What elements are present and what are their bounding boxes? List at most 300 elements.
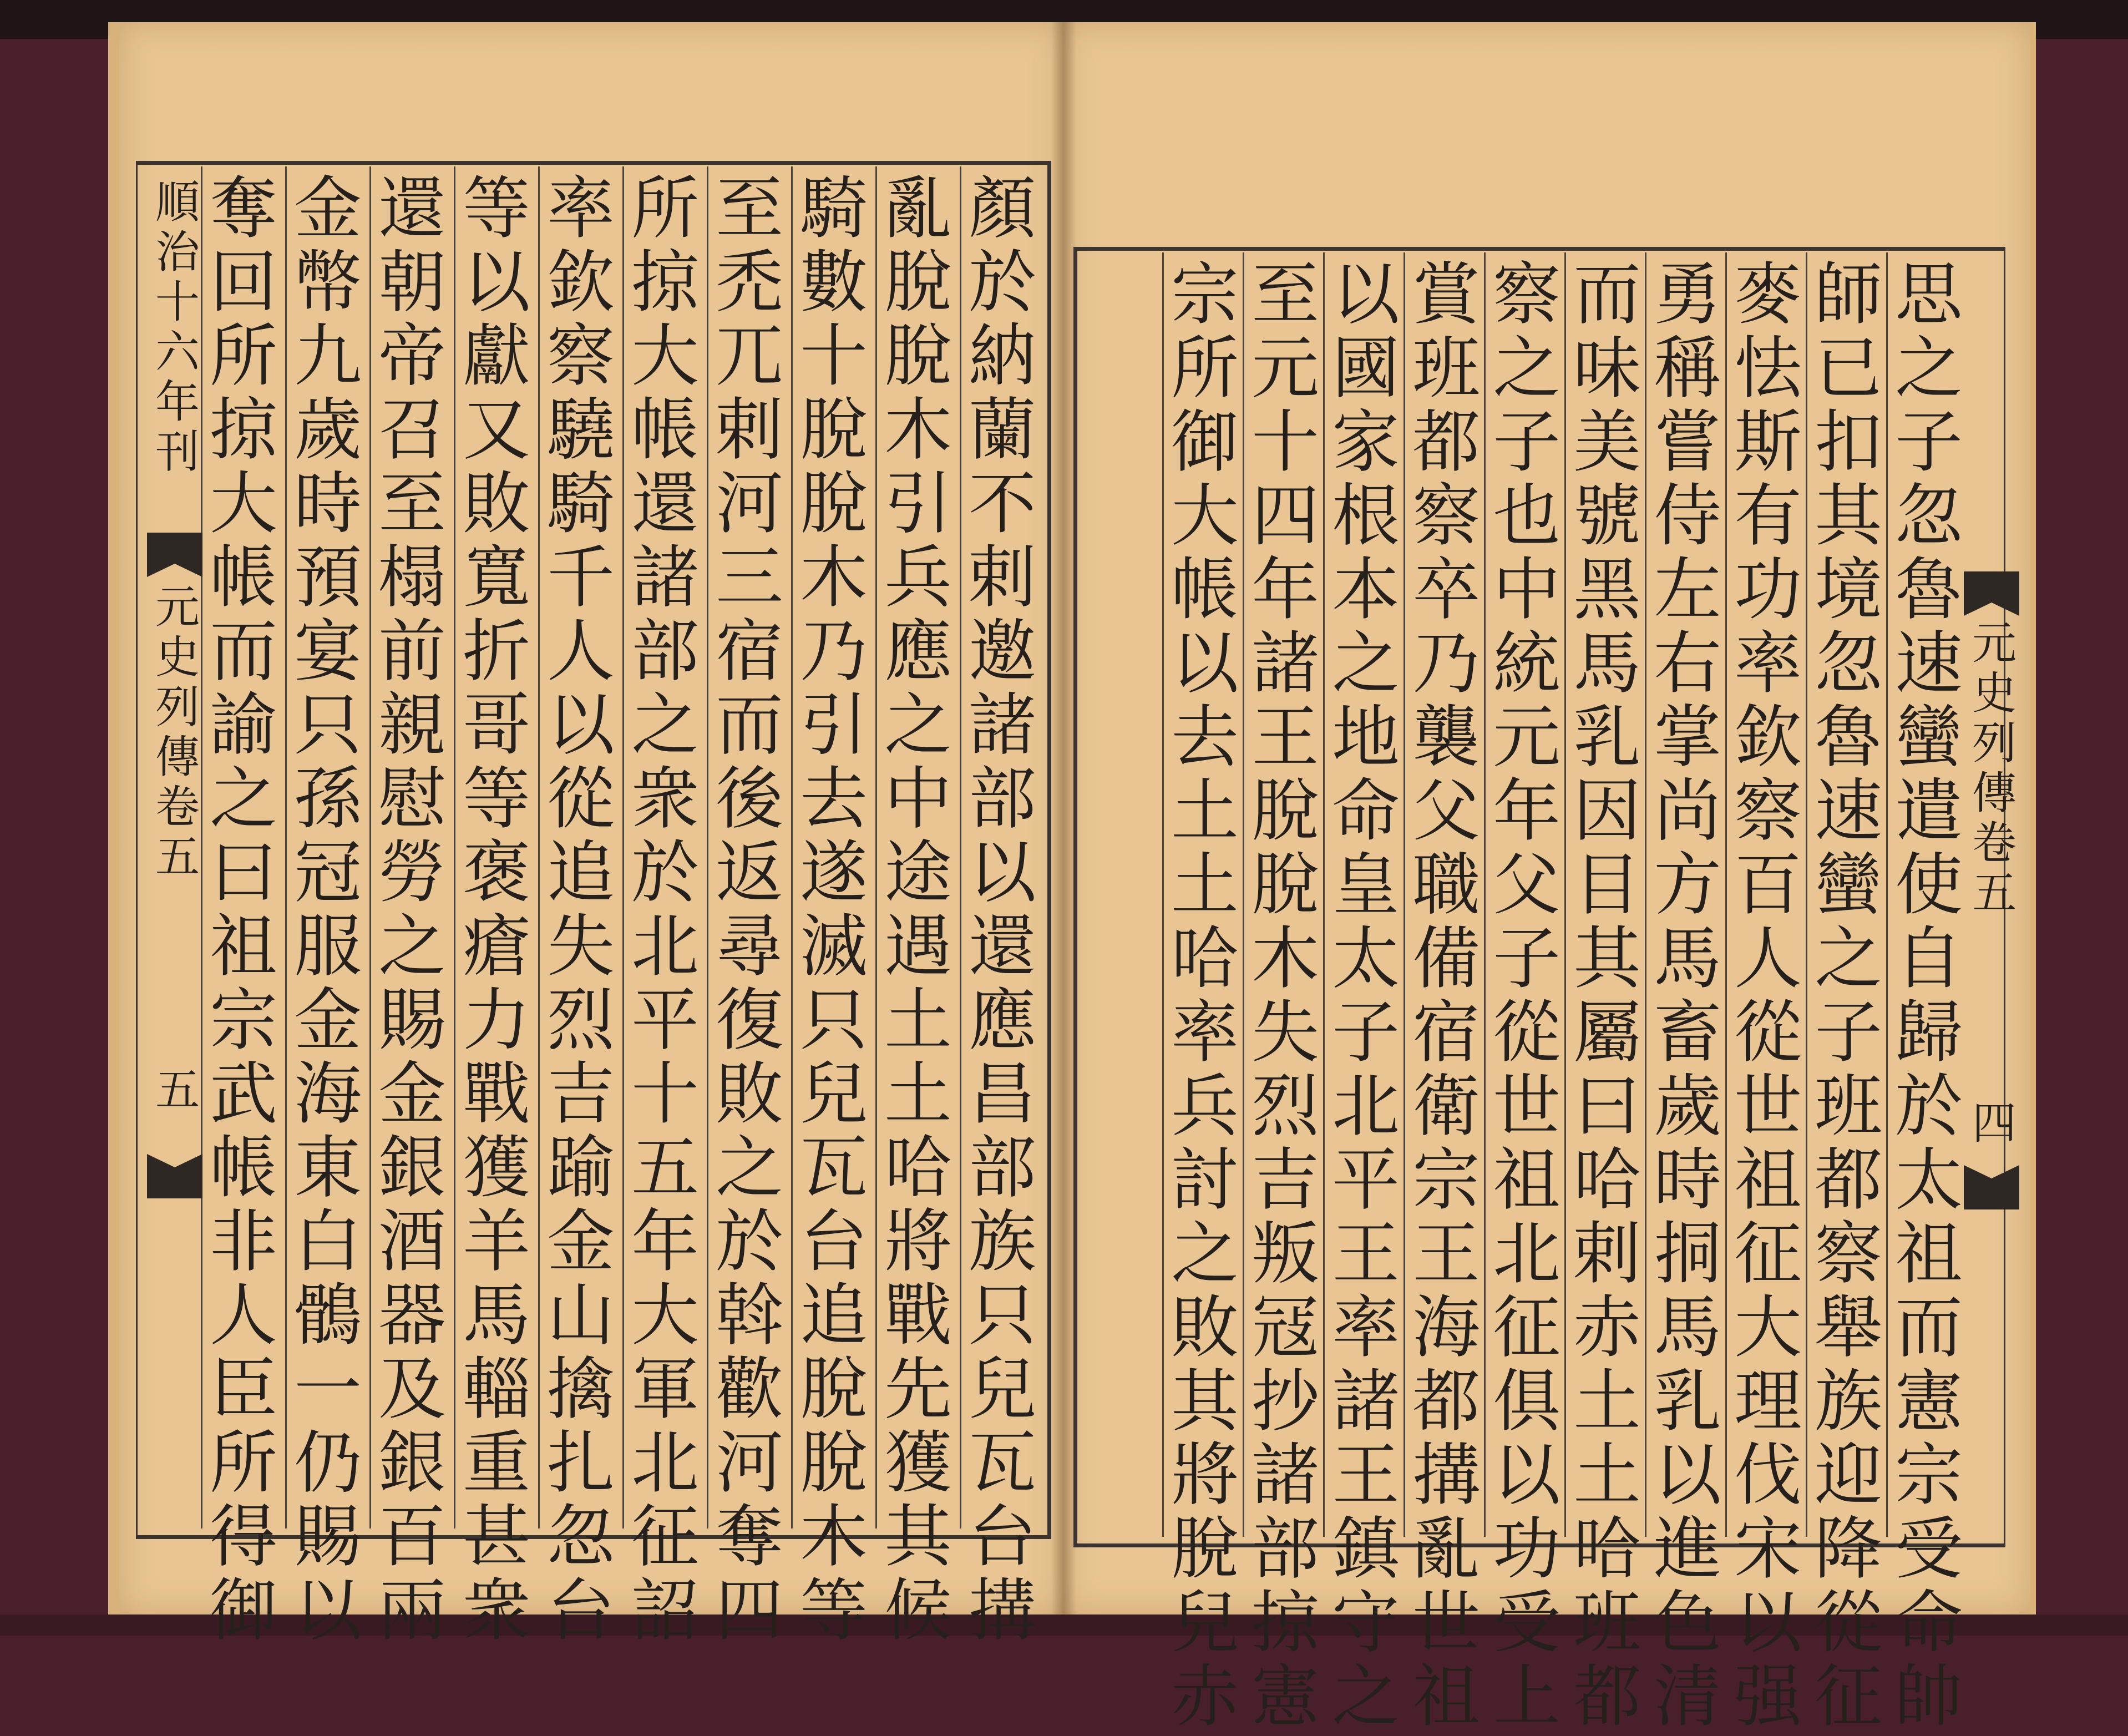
- character: 畜: [1654, 993, 1721, 1072]
- character: 馬: [1654, 1288, 1721, 1367]
- character: 諸: [1252, 624, 1319, 703]
- character: 脫: [884, 243, 952, 322]
- character: 俱: [1493, 1362, 1560, 1441]
- character: 榻: [378, 538, 446, 617]
- character: 重: [463, 1424, 530, 1502]
- character: 大: [1734, 1288, 1802, 1367]
- character: 率: [1734, 624, 1802, 703]
- character: 戰: [884, 1276, 952, 1355]
- character: 功: [1734, 550, 1802, 629]
- character: 大: [631, 1276, 699, 1355]
- character: 山: [547, 1276, 615, 1355]
- character: 於: [716, 1202, 783, 1281]
- character: 祖: [1493, 1141, 1560, 1219]
- character: 率: [1332, 1288, 1400, 1367]
- character: 之: [210, 760, 277, 838]
- book-gutter: [1051, 22, 1076, 1614]
- character: 掠: [631, 243, 699, 322]
- margin-character: 元: [155, 581, 200, 633]
- character: 土: [1573, 1436, 1641, 1515]
- character: 亂: [1412, 1510, 1480, 1588]
- character: 宗: [210, 981, 277, 1060]
- character: 兵: [884, 538, 952, 617]
- character: 遇: [884, 907, 952, 986]
- character: 賜: [378, 981, 446, 1060]
- right-text-column: [1244, 255, 1327, 1736]
- character: 衆: [631, 760, 699, 838]
- character: 有: [1734, 477, 1802, 555]
- character: 中: [884, 760, 952, 838]
- character: 速: [1895, 624, 1963, 703]
- character: 海: [1412, 1288, 1480, 1367]
- character: 百: [1734, 846, 1802, 924]
- character: 曰: [210, 833, 277, 912]
- character: 至: [378, 464, 446, 543]
- character: 子: [1815, 993, 1882, 1072]
- character: 等: [800, 1571, 868, 1650]
- character: 叛: [1252, 1214, 1319, 1293]
- character: 羊: [463, 1202, 530, 1281]
- character: 仍: [294, 1424, 362, 1502]
- character: 命: [1332, 772, 1400, 851]
- character: 以: [1734, 1583, 1802, 1662]
- character: 挏: [1654, 1214, 1721, 1293]
- character: 境: [1815, 550, 1882, 629]
- character: 返: [716, 833, 783, 912]
- character: 功: [1493, 1510, 1560, 1588]
- character: 因: [1573, 772, 1641, 851]
- edition-mark: [155, 176, 200, 478]
- character: 清: [1654, 1657, 1721, 1736]
- character: 征: [1815, 1657, 1882, 1736]
- character: 麥: [1734, 255, 1802, 334]
- character: 諸: [631, 538, 699, 617]
- character: 百: [378, 1497, 446, 1576]
- character: 只: [294, 686, 362, 765]
- character: 四: [1252, 477, 1319, 555]
- character: 目: [1573, 846, 1641, 924]
- character: 還: [631, 464, 699, 543]
- character: 從: [1815, 1583, 1882, 1662]
- character: 備: [1412, 919, 1480, 998]
- left-column-rule: [538, 166, 540, 1529]
- character: 擒: [547, 1350, 615, 1429]
- character: 哈: [1573, 1141, 1641, 1219]
- character: 魯: [1895, 550, 1963, 629]
- margin-character: 順: [155, 176, 200, 228]
- character: 鶻: [294, 1276, 362, 1355]
- character: 地: [1332, 698, 1400, 777]
- character: 踰: [547, 1128, 615, 1207]
- character: 至: [716, 169, 783, 248]
- right-text-column: [1485, 255, 1568, 1736]
- character: 吉: [547, 1055, 615, 1133]
- margin-character: 列: [155, 681, 200, 733]
- character: 色: [1654, 1583, 1721, 1662]
- character: 台: [969, 1497, 1036, 1576]
- character: 帳: [1171, 550, 1239, 629]
- character: 搆: [969, 1571, 1036, 1650]
- left-column-rule: [285, 166, 287, 1529]
- character: 世: [1412, 1583, 1480, 1662]
- character: 剌: [716, 391, 783, 469]
- character: 以: [1493, 1436, 1560, 1515]
- character: 敗: [716, 1055, 783, 1133]
- character: 等: [463, 169, 530, 248]
- character: 河: [716, 1424, 783, 1502]
- character: 騎: [547, 464, 615, 543]
- character: 嘗: [1654, 403, 1721, 482]
- left-text-column: [202, 169, 285, 1650]
- character: 遣: [1895, 772, 1963, 851]
- character: 諸: [1332, 1362, 1400, 1441]
- character: 大: [210, 464, 277, 543]
- character: 征: [1734, 1214, 1802, 1293]
- character: 候: [884, 1571, 952, 1650]
- character: 兒: [800, 1055, 868, 1133]
- character: 班: [1573, 1583, 1641, 1662]
- character: 武: [210, 1055, 277, 1133]
- character: 追: [800, 1276, 868, 1355]
- character: 憲: [1895, 1362, 1963, 1441]
- character: 銀: [378, 1424, 446, 1502]
- character: 人: [210, 1276, 277, 1355]
- left-column-rule: [960, 166, 961, 1529]
- character: 十: [631, 1055, 699, 1133]
- character: 北: [1493, 1214, 1560, 1293]
- left-text-column: [792, 169, 875, 1650]
- character: 朝: [378, 243, 446, 322]
- character: 將: [1171, 1436, 1239, 1515]
- character: 哈: [884, 1128, 952, 1207]
- character: 降: [1815, 1510, 1882, 1588]
- right-column-rule: [1886, 252, 1888, 1537]
- character: 乃: [1412, 624, 1480, 703]
- character: 金: [294, 169, 362, 248]
- character: 酒: [378, 1202, 446, 1281]
- character: 左: [1654, 550, 1721, 629]
- character: 木: [884, 391, 952, 469]
- character: 亂: [884, 169, 952, 248]
- character: 去: [800, 760, 868, 838]
- character: 馬: [1573, 624, 1641, 703]
- character: 而: [210, 612, 277, 691]
- character: 土: [1171, 846, 1239, 924]
- character: 思: [1895, 255, 1963, 334]
- character: 瓦: [800, 1128, 868, 1207]
- character: 時: [1654, 1141, 1721, 1219]
- character: 所: [210, 317, 277, 396]
- character: 瓦: [969, 1424, 1036, 1502]
- character: 兩: [378, 1571, 446, 1650]
- character: 以: [463, 243, 530, 322]
- character: 於: [969, 243, 1036, 322]
- character: 失: [547, 907, 615, 986]
- character: 遂: [800, 833, 868, 912]
- character: 帳: [210, 1128, 277, 1207]
- character: 王: [1252, 698, 1319, 777]
- character: 四: [716, 1571, 783, 1650]
- character: 寬: [463, 538, 530, 617]
- character: 掌: [1654, 698, 1721, 777]
- character: 屬: [1573, 993, 1641, 1072]
- character: 祖: [1734, 1141, 1802, 1219]
- character: 部: [631, 612, 699, 691]
- character: 邀: [969, 612, 1036, 691]
- character: 統: [1493, 624, 1560, 703]
- character: 大: [1171, 477, 1239, 555]
- character: 從: [1734, 993, 1802, 1072]
- character: 欽: [547, 243, 615, 322]
- character: 將: [884, 1202, 952, 1281]
- character: 失: [1252, 993, 1319, 1072]
- character: 已: [1815, 329, 1882, 408]
- character: 御: [1171, 403, 1239, 482]
- character: 歲: [1654, 1067, 1721, 1146]
- character: 召: [378, 391, 446, 469]
- character: 哈: [1171, 919, 1239, 998]
- character: 敗: [463, 464, 530, 543]
- character: 顏: [969, 169, 1036, 248]
- character: 根: [1332, 477, 1400, 555]
- right-column-rule: [1725, 252, 1727, 1537]
- character: 回: [210, 243, 277, 322]
- margin-character: 年: [155, 376, 200, 428]
- character: 冠: [294, 833, 362, 912]
- right-column-rule: [1806, 252, 1807, 1537]
- character: 千: [547, 538, 615, 617]
- character: 時: [294, 464, 362, 543]
- character: 獲: [463, 1128, 530, 1207]
- character: 衛: [1412, 1067, 1480, 1146]
- character: 所: [631, 169, 699, 248]
- character: 欽: [1734, 698, 1802, 777]
- left-text-column: [455, 169, 538, 1650]
- character: 而: [716, 686, 783, 765]
- character: 土: [1573, 1362, 1641, 1441]
- character: 其: [1573, 919, 1641, 998]
- character: 率: [1171, 993, 1239, 1072]
- character: 哈: [1573, 1510, 1641, 1588]
- left-text-column: [624, 169, 707, 1650]
- left-column-rule: [707, 166, 708, 1529]
- character: 諸: [1252, 1436, 1319, 1515]
- character: 宗: [1895, 1436, 1963, 1515]
- margin-character: 五: [1972, 867, 2016, 919]
- margin-character: 刊: [155, 426, 200, 478]
- character: 元: [1252, 329, 1319, 408]
- character: 扣: [1815, 403, 1882, 482]
- left-text-column: [371, 169, 454, 1650]
- character: 速: [1815, 772, 1882, 851]
- character: 歡: [716, 1350, 783, 1429]
- character: 征: [631, 1497, 699, 1576]
- character: 木: [800, 1497, 868, 1576]
- character: 至: [1252, 255, 1319, 334]
- character: 臣: [210, 1350, 277, 1429]
- character: 五: [631, 1128, 699, 1207]
- character: 賞: [1412, 255, 1480, 334]
- margin-character: 五: [155, 831, 200, 883]
- character: 孫: [294, 760, 362, 838]
- margin-character: 傳: [1972, 767, 2016, 819]
- character: 忽: [1815, 624, 1882, 703]
- character: 斯: [1734, 403, 1802, 482]
- character: 賜: [294, 1497, 362, 1576]
- character: 諭: [210, 686, 277, 765]
- character: 北: [1332, 1067, 1400, 1146]
- character: 怯: [1734, 329, 1802, 408]
- character: 都: [1815, 1141, 1882, 1219]
- character: 兒: [969, 1350, 1036, 1429]
- character: 獲: [884, 1424, 952, 1502]
- character: 獻: [463, 317, 530, 396]
- character: 子: [1332, 993, 1400, 1072]
- character: 帳: [210, 538, 277, 617]
- character: 宴: [294, 612, 362, 691]
- character: 受: [1895, 1510, 1963, 1588]
- right-column-rule: [1404, 252, 1405, 1537]
- right-text-column: [1807, 255, 1890, 1736]
- character: 世: [1493, 1067, 1560, 1146]
- character: 號: [1573, 477, 1641, 555]
- character: 祖: [210, 907, 277, 986]
- character: 木: [800, 538, 868, 617]
- character: 察: [1493, 255, 1560, 334]
- character: 輜: [463, 1350, 530, 1429]
- margin-character: 五: [155, 1064, 200, 1116]
- character: 河: [716, 464, 783, 543]
- character: 宿: [716, 612, 783, 691]
- margin-character: 十: [155, 276, 200, 328]
- character: 馬: [463, 1276, 530, 1355]
- character: 子: [1493, 403, 1560, 482]
- character: 十: [800, 317, 868, 396]
- character: 之: [1895, 329, 1963, 408]
- character: 子: [1493, 919, 1560, 998]
- character: 師: [1815, 255, 1882, 334]
- character: 掠: [1252, 1583, 1319, 1662]
- character: 王: [1332, 1436, 1400, 1515]
- character: 還: [969, 907, 1036, 986]
- character: 年: [631, 1202, 699, 1281]
- character: 理: [1734, 1362, 1802, 1441]
- character: 只: [800, 981, 868, 1060]
- character: 征: [1493, 1288, 1560, 1367]
- character: 强: [1734, 1657, 1802, 1736]
- character: 十: [1252, 403, 1319, 482]
- character: 脫: [1171, 1510, 1239, 1588]
- character: 親: [378, 686, 446, 765]
- character: 諸: [969, 686, 1036, 765]
- character: 忽: [1895, 477, 1963, 555]
- character: 也: [1493, 477, 1560, 555]
- character: 父: [1412, 772, 1480, 851]
- character: 非: [210, 1202, 277, 1281]
- character: 蠻: [1815, 846, 1882, 924]
- character: 衆: [463, 1571, 530, 1650]
- character: 憲: [1252, 1657, 1319, 1736]
- character: 人: [1734, 919, 1802, 998]
- character: 兒: [1171, 1583, 1239, 1662]
- character: 應: [884, 612, 952, 691]
- character: 赤: [1573, 1288, 1641, 1367]
- character: 昌: [969, 1055, 1036, 1133]
- character: 祖: [1412, 1657, 1480, 1736]
- character: 命: [1895, 1583, 1963, 1662]
- character: 宿: [1412, 993, 1480, 1072]
- character: 又: [463, 391, 530, 469]
- character: 三: [716, 538, 783, 617]
- character: 預: [294, 538, 362, 617]
- character: 只: [969, 1276, 1036, 1355]
- character: 部: [969, 760, 1036, 838]
- left-text-column: [961, 169, 1044, 1650]
- character: 以: [1332, 255, 1400, 334]
- character: 滅: [800, 907, 868, 986]
- character: 哥: [463, 686, 530, 765]
- right-text-column: [1163, 255, 1247, 1736]
- right-text-column: [1646, 255, 1729, 1736]
- character: 右: [1654, 624, 1721, 703]
- character: 金: [378, 1055, 446, 1133]
- character: 禿: [716, 243, 783, 322]
- character: 詔: [631, 1571, 699, 1650]
- character: 褒: [463, 833, 530, 912]
- character: 前: [378, 612, 446, 691]
- character: 還: [378, 169, 446, 248]
- character: 其: [1171, 1362, 1239, 1441]
- character: 宗: [1412, 1141, 1480, 1219]
- character: 土: [884, 981, 952, 1060]
- character: 金: [294, 981, 362, 1060]
- character: 元: [1493, 698, 1560, 777]
- character: 台: [800, 1202, 868, 1281]
- right-column-rule: [1645, 252, 1646, 1537]
- character: 子: [1895, 403, 1963, 482]
- character: 其: [1815, 477, 1882, 555]
- character: 之: [1493, 329, 1560, 408]
- left-text-column: [286, 169, 369, 1650]
- character: 侍: [1654, 477, 1721, 555]
- character: 家: [1332, 403, 1400, 482]
- character: 於: [1895, 1067, 1963, 1146]
- character: 吉: [1252, 1141, 1319, 1219]
- character: 九: [294, 317, 362, 396]
- character: 力: [463, 981, 530, 1060]
- character: 舉: [1815, 1288, 1882, 1367]
- character: 於: [631, 833, 699, 912]
- right-column-rule: [1243, 252, 1244, 1537]
- character: 得: [210, 1497, 277, 1576]
- character: 追: [547, 833, 615, 912]
- character: 尚: [1654, 772, 1721, 851]
- character: 曰: [1573, 1067, 1641, 1146]
- character: 折: [463, 612, 530, 691]
- character: 掠: [210, 391, 277, 469]
- character: 慰: [378, 760, 446, 838]
- character: 王: [1332, 1214, 1400, 1293]
- character: 乳: [1654, 1362, 1721, 1441]
- character: 脫: [1252, 846, 1319, 924]
- character: 大: [631, 317, 699, 396]
- margin-character: 四: [1972, 1097, 2016, 1149]
- margin-character: 傳: [155, 731, 200, 783]
- margin-character: 元: [1972, 618, 2016, 669]
- right-column-rule: [1564, 252, 1566, 1537]
- character: 美: [1573, 403, 1641, 482]
- character: 途: [884, 833, 952, 912]
